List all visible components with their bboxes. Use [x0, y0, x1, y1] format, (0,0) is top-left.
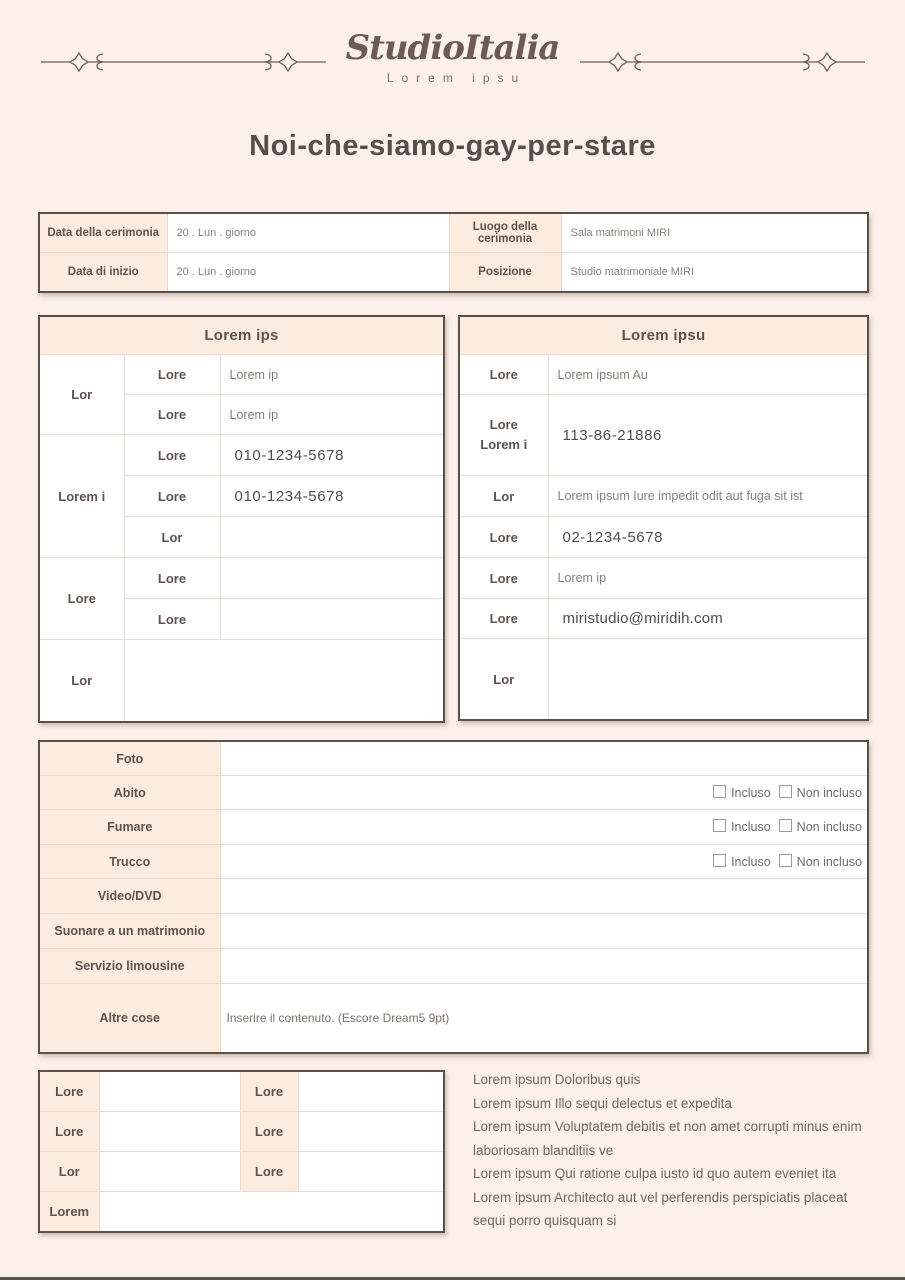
service-value [220, 845, 868, 879]
table-row [39, 810, 868, 845]
field-label: Lore [124, 395, 220, 435]
table-row [39, 845, 868, 879]
phone-value: 02-1234-5678 [548, 517, 868, 558]
table-row [39, 640, 444, 723]
field-label: Lore [459, 599, 548, 639]
field-label: Lore [124, 599, 220, 640]
contacts-right-title: Lorem ipsu [459, 316, 868, 355]
table-row [39, 355, 444, 395]
phone-value: 010-1234-5678 [220, 476, 444, 517]
table-row [39, 1192, 444, 1233]
start-date-value: 20 . Lun . giorno [167, 253, 449, 293]
field-label [459, 395, 548, 476]
service-label: Altre cose [39, 984, 220, 1054]
contacts-left-title: Lorem ips [39, 316, 444, 355]
non-incluso-label: Non incluso [796, 854, 862, 869]
summary-label: Lore [240, 1071, 298, 1112]
table-row [39, 984, 868, 1054]
table-row [39, 253, 868, 293]
service-label: Foto [39, 741, 220, 776]
incluso-checkbox[interactable] [713, 854, 726, 867]
group-label: Lorem i [39, 435, 124, 558]
incluso-label: Incluso [731, 785, 771, 800]
summary-label: Lore [39, 1112, 99, 1152]
incluso-label: Incluso [731, 820, 771, 834]
table-row [39, 316, 444, 355]
ceremony-date-value: 20 . Lun . giorno [167, 213, 449, 253]
service-label: Fumare [39, 810, 220, 845]
services-table [38, 740, 869, 1054]
service-label: Suonare a un matrimonio [39, 914, 220, 949]
incluso-label: Incluso [731, 854, 771, 869]
email-value: miristudio@miridih.com [548, 599, 868, 639]
field-label-line1: Lore [489, 417, 518, 432]
field-value [220, 517, 444, 558]
table-row [39, 776, 868, 810]
table-row [459, 395, 868, 476]
table-row [39, 914, 868, 949]
note-line: Lorem ipsum Illo sequi delectus et expedita [473, 1095, 732, 1111]
ceremony-info-table [38, 212, 869, 293]
table-row [39, 879, 868, 914]
table-row [39, 1152, 444, 1192]
field-value: Lorem ip [548, 558, 868, 599]
field-label: Lore [459, 558, 548, 599]
brand-subtitle: Lorem ipsu [386, 71, 527, 85]
summary-value [99, 1071, 240, 1112]
table-row [459, 517, 868, 558]
table-row [39, 949, 868, 984]
summary-value [99, 1152, 240, 1192]
table-row [459, 599, 868, 639]
note-line: Lorem ipsum Architecto aut vel perferendis perspiciatis placeat sequi porro quisquam si [473, 1189, 848, 1228]
page-header [0, 28, 905, 85]
position-value: Studio matrimoniale MIRI [561, 253, 868, 293]
phone-value: 010-1234-5678 [220, 435, 444, 476]
field-value: Lorem ipsum Au [548, 355, 868, 395]
position-label: Posizione [449, 253, 561, 293]
table-row [39, 1071, 444, 1112]
field-label: Lore [459, 355, 548, 395]
non-incluso-checkbox[interactable] [779, 819, 792, 832]
service-value [220, 741, 868, 776]
non-incluso-label: Non incluso [796, 820, 862, 834]
field-label: Lore [124, 435, 220, 476]
notes-block [473, 1068, 867, 1233]
field-value [220, 558, 444, 599]
field-value: Lorem ip [220, 355, 444, 395]
ceremony-date-label: Data della cerimonia [39, 213, 167, 253]
table-row [39, 741, 868, 776]
flourish-ornament-left-icon [41, 47, 326, 77]
non-incluso-checkbox[interactable] [779, 854, 792, 867]
field-label: Lore [459, 517, 548, 558]
flourish-ornament-right-icon [580, 47, 865, 77]
summary-value [298, 1152, 444, 1192]
summary-value [99, 1192, 444, 1233]
ceremony-place-value: Sala matrimoni MIRI [561, 213, 868, 253]
summary-label: Lore [39, 1071, 99, 1112]
field-label: Lore [124, 355, 220, 395]
service-label: Video/DVD [39, 879, 220, 914]
table-row [459, 355, 868, 395]
field-label: Lor [39, 640, 124, 723]
field-label: Lore [124, 558, 220, 599]
field-value [548, 639, 868, 721]
note-line: Lorem ipsum Voluptatem debitis et non amet corrupti minus enim laboriosam blanditiis ve [473, 1119, 862, 1158]
summary-label: Lor [39, 1152, 99, 1192]
table-row [39, 558, 444, 599]
incluso-checkbox[interactable] [713, 819, 726, 832]
table-row [459, 476, 868, 517]
summary-value [298, 1112, 444, 1152]
summary-value [99, 1112, 240, 1152]
service-value [220, 949, 868, 984]
logo-block [338, 28, 568, 85]
field-label: Lor [124, 517, 220, 558]
field-label-line2: Lorem i [480, 437, 528, 452]
start-date-label: Data di inizio [39, 253, 167, 293]
field-value: Lorem ip [220, 395, 444, 435]
brand-name: StudioItalia [345, 28, 560, 68]
service-value [220, 879, 868, 914]
summary-table [38, 1070, 445, 1233]
service-label: Trucco [39, 845, 220, 879]
incluso-checkbox[interactable] [713, 785, 726, 798]
field-label: Lor [459, 639, 548, 721]
contacts-right-table [458, 315, 869, 721]
contacts-left-table [38, 315, 445, 723]
field-value: Lorem ipsum Iure impedit odit aut fuga sit ist [548, 476, 868, 517]
summary-label: Lore [240, 1112, 298, 1152]
field-label: Lore [124, 476, 220, 517]
service-value [220, 776, 868, 810]
table-row [459, 639, 868, 721]
field-value [124, 640, 444, 723]
non-incluso-label: Non incluso [796, 785, 862, 800]
note-line: Lorem ipsum Doloribus quis [473, 1072, 641, 1087]
table-row [39, 435, 444, 476]
page-title: Noi-che-siamo-gay-per-stare [249, 130, 656, 162]
non-incluso-checkbox[interactable] [779, 785, 792, 798]
service-value [220, 810, 868, 845]
table-row [459, 316, 868, 355]
summary-label: Lorem [39, 1192, 99, 1233]
note-line: Lorem ipsum Qui ratione culpa iusto id quo autem eveniet ita [473, 1166, 837, 1181]
summary-value [298, 1071, 444, 1112]
service-value: Inserire il contenuto. (Escore Dream5 9pt) [220, 984, 868, 1054]
summary-label: Lore [240, 1152, 298, 1192]
group-label: Lor [39, 355, 124, 435]
group-label: Lore [39, 558, 124, 640]
table-row [39, 1112, 444, 1152]
field-label: Lor [459, 476, 548, 517]
ceremony-place-label: Luogo della cerimonia [449, 213, 561, 253]
field-value [220, 599, 444, 640]
table-row [459, 558, 868, 599]
service-label: Servizio limousine [39, 949, 220, 984]
service-label: Abito [39, 776, 220, 810]
phone-value: 113-86-21886 [548, 395, 868, 476]
table-row [39, 213, 868, 253]
service-value [220, 914, 868, 949]
